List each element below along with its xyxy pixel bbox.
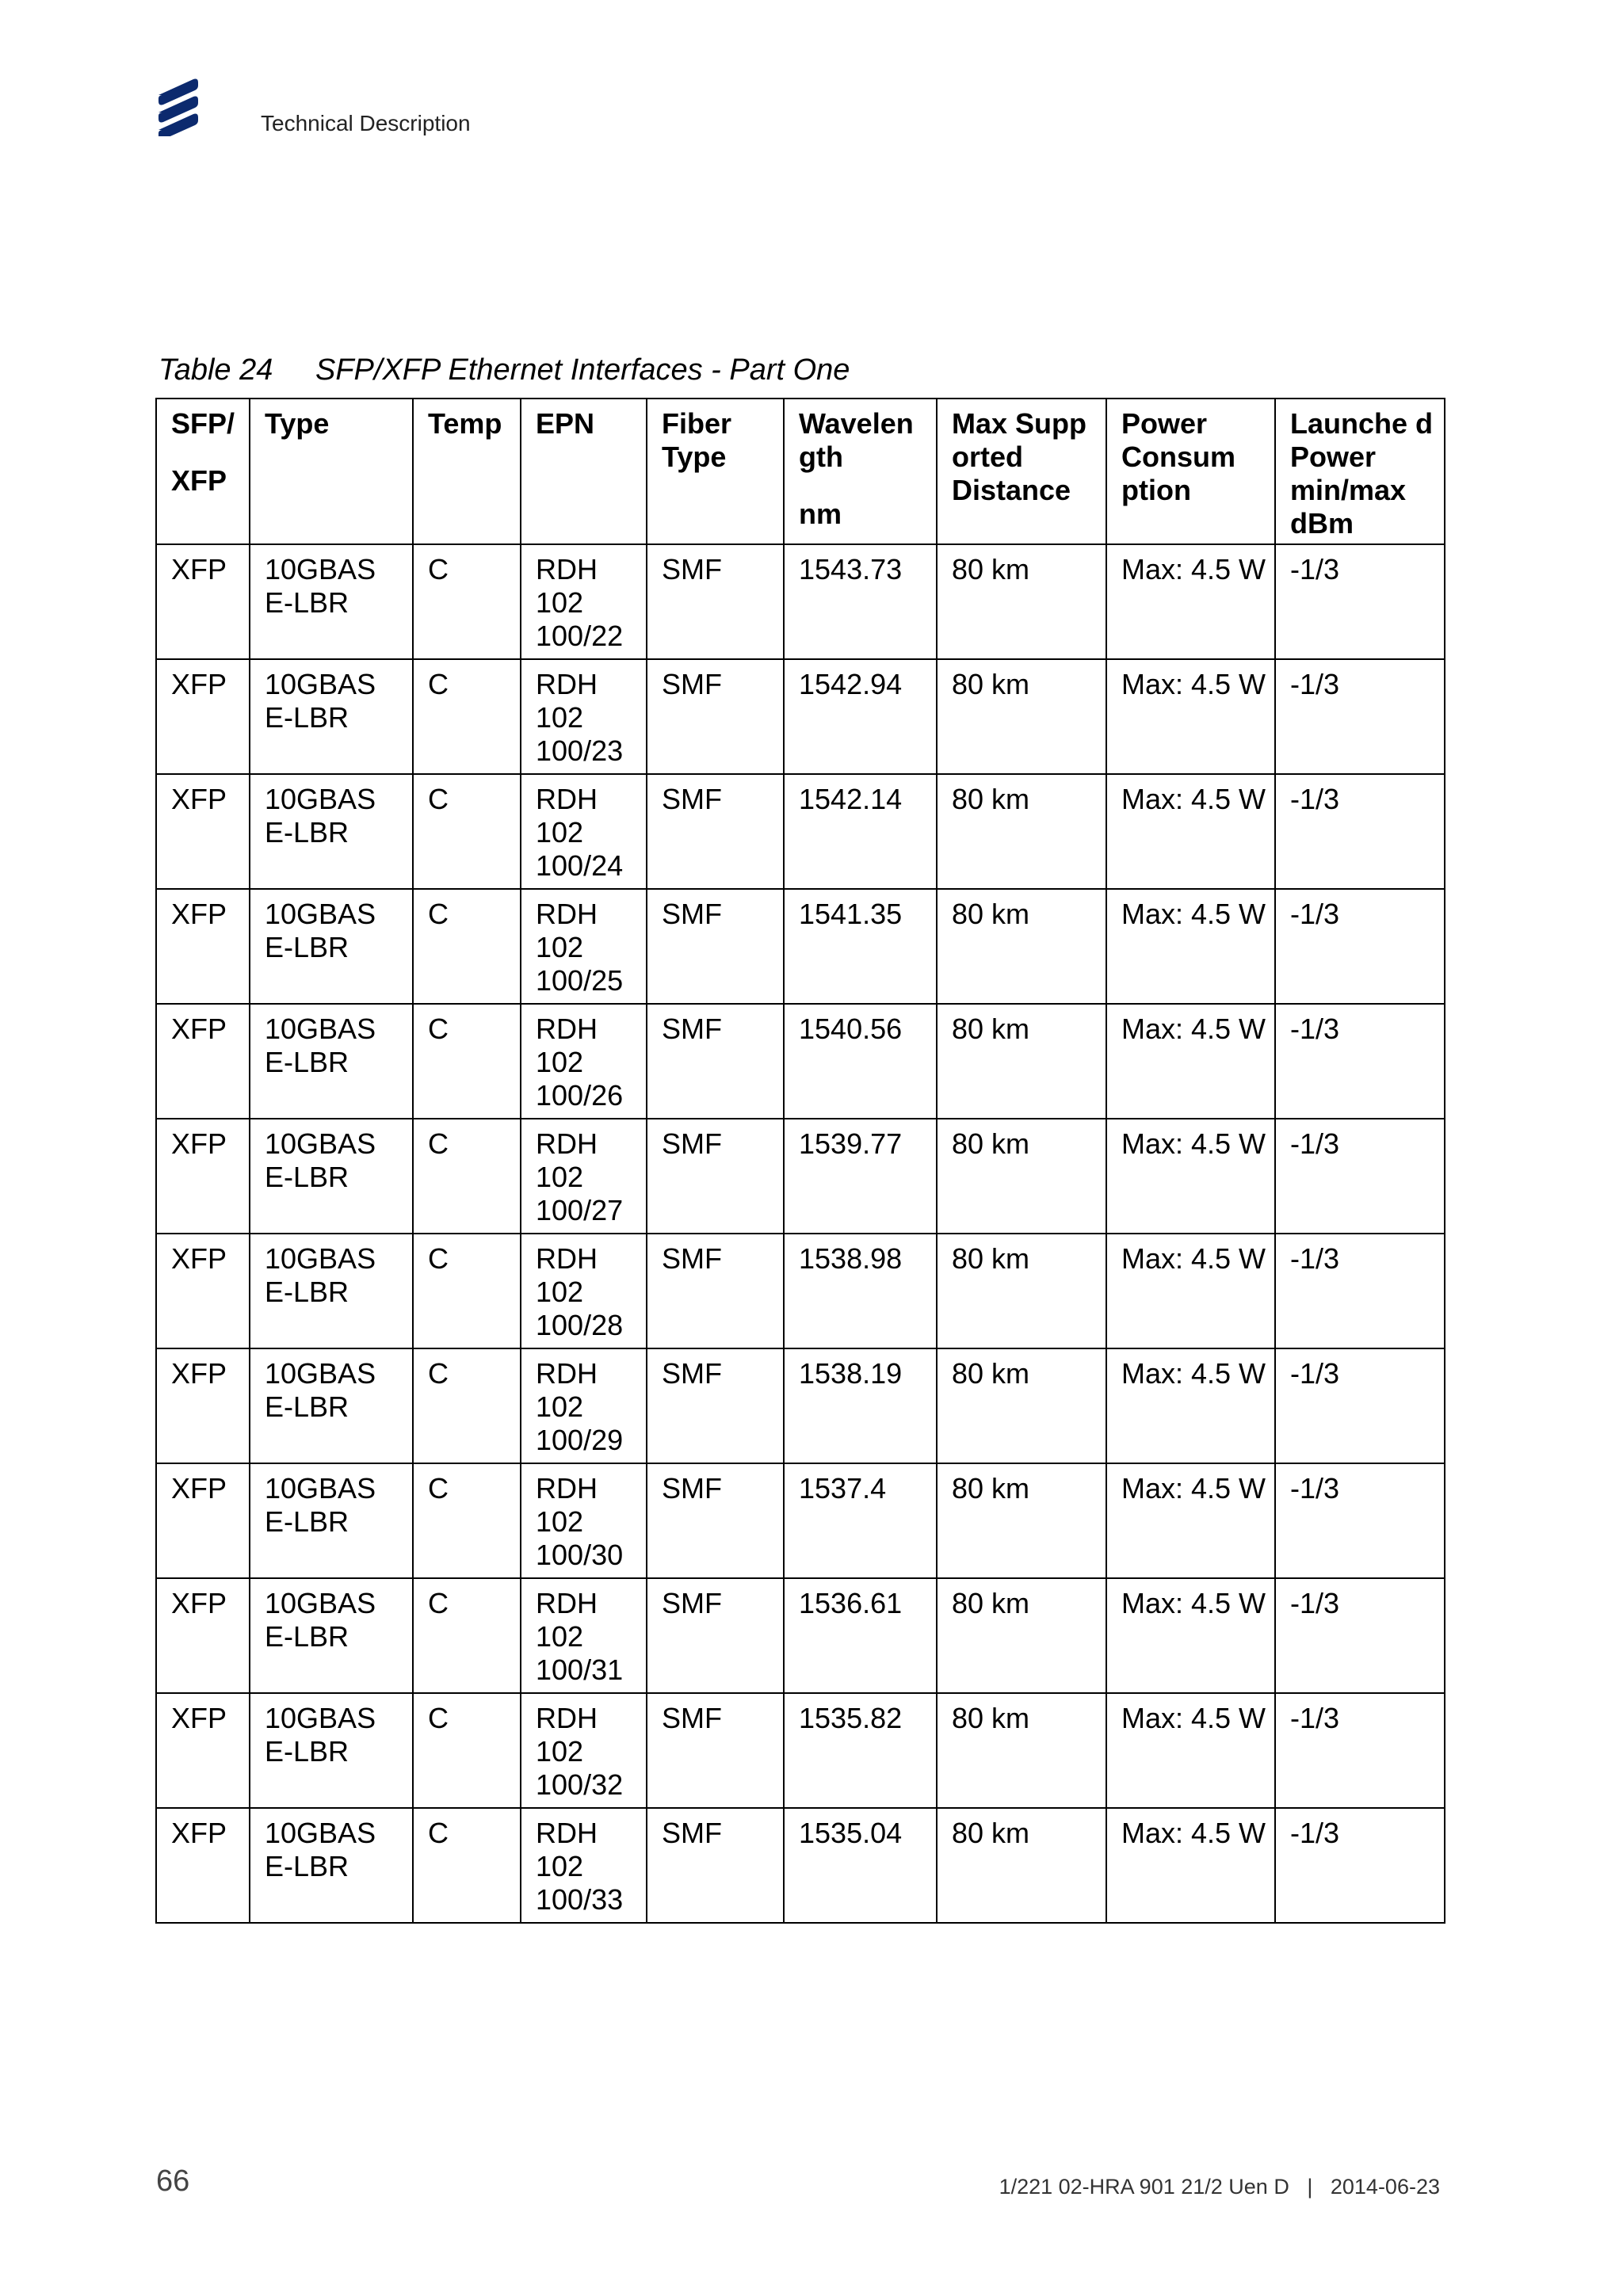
table-cell: RDH 102 100/31 xyxy=(521,1578,647,1693)
table-cell: 80 km xyxy=(937,1348,1106,1463)
table-cell: 1536.61 xyxy=(784,1578,937,1693)
table-cell: SMF xyxy=(647,1463,784,1578)
table-cell: SMF xyxy=(647,1808,784,1923)
table-cell: C xyxy=(413,1693,521,1808)
table-cell: XFP xyxy=(156,1004,250,1119)
table-row xyxy=(156,1348,1445,1463)
page-number: 66 xyxy=(156,2164,190,2198)
column-header-label: EPN xyxy=(536,407,595,440)
table-cell: 10GBAS E-LBR xyxy=(250,1578,413,1693)
table-cell: C xyxy=(413,774,521,889)
table-cell: RDH 102 100/28 xyxy=(521,1234,647,1348)
sfp-xfp-table xyxy=(155,398,1445,1924)
column-header xyxy=(647,399,784,544)
column-header xyxy=(250,399,413,544)
footer-separator: | xyxy=(1307,2175,1313,2199)
table-cell: 80 km xyxy=(937,889,1106,1004)
table-cell: 1538.98 xyxy=(784,1234,937,1348)
table-cell: XFP xyxy=(156,544,250,659)
doc-id: 1/221 02-HRA 901 21/2 Uen D xyxy=(999,2175,1289,2199)
table-cell: C xyxy=(413,1578,521,1693)
table-cell: RDH 102 100/32 xyxy=(521,1693,647,1808)
table-cell: 1541.35 xyxy=(784,889,937,1004)
table-cell: SMF xyxy=(647,544,784,659)
table-cell: C xyxy=(413,889,521,1004)
column-header xyxy=(1106,399,1275,544)
table-cell: 1542.14 xyxy=(784,774,937,889)
table-cell: -1/3 xyxy=(1275,1234,1445,1348)
table-cell: 10GBAS E-LBR xyxy=(250,1693,413,1808)
table-cell: 10GBAS E-LBR xyxy=(250,544,413,659)
column-header-sublabel: nm xyxy=(799,498,842,530)
column-header xyxy=(937,399,1106,544)
table-cell: XFP xyxy=(156,1578,250,1693)
doc-date: 2014-06-23 xyxy=(1330,2175,1440,2199)
table-cell: 1535.04 xyxy=(784,1808,937,1923)
table-cell: SMF xyxy=(647,1004,784,1119)
column-header-label: Wavelen gth xyxy=(799,407,914,473)
table-cell: -1/3 xyxy=(1275,659,1445,774)
column-header-label: Fiber Type xyxy=(662,407,732,473)
table-cell: Max: 4.5 W xyxy=(1106,544,1275,659)
table-cell: C xyxy=(413,544,521,659)
footer-doc-info xyxy=(999,2175,1440,2199)
table-number: Table 24 xyxy=(158,353,273,387)
table-cell: XFP xyxy=(156,1234,250,1348)
table-cell: 10GBAS E-LBR xyxy=(250,1119,413,1234)
table-caption xyxy=(158,353,850,387)
table-cell: 80 km xyxy=(937,1693,1106,1808)
column-header-label: Type xyxy=(265,407,330,440)
table-cell: SMF xyxy=(647,1578,784,1693)
table-cell: XFP xyxy=(156,1693,250,1808)
table-cell: 1540.56 xyxy=(784,1004,937,1119)
table-cell: RDH 102 100/22 xyxy=(521,544,647,659)
table-row xyxy=(156,1119,1445,1234)
table-cell: -1/3 xyxy=(1275,1119,1445,1234)
table-cell: C xyxy=(413,659,521,774)
table-row xyxy=(156,544,1445,659)
table-cell: XFP xyxy=(156,1463,250,1578)
table-cell: -1/3 xyxy=(1275,1578,1445,1693)
table-cell: 10GBAS E-LBR xyxy=(250,889,413,1004)
table-cell: 10GBAS E-LBR xyxy=(250,659,413,774)
table-cell: 80 km xyxy=(937,774,1106,889)
table-cell: 10GBAS E-LBR xyxy=(250,1004,413,1119)
column-header-label: Max Supp orted Distance xyxy=(952,407,1087,506)
table-cell: SMF xyxy=(647,1119,784,1234)
table-cell: XFP xyxy=(156,889,250,1004)
table-cell: -1/3 xyxy=(1275,1004,1445,1119)
table-row xyxy=(156,1693,1445,1808)
table-header-row xyxy=(156,399,1445,544)
table-cell: 10GBAS E-LBR xyxy=(250,1808,413,1923)
table-cell: XFP xyxy=(156,659,250,774)
table-cell: 80 km xyxy=(937,1119,1106,1234)
table-cell: RDH 102 100/29 xyxy=(521,1348,647,1463)
table-cell: XFP xyxy=(156,1348,250,1463)
table-cell: RDH 102 100/24 xyxy=(521,774,647,889)
table-cell: SMF xyxy=(647,1348,784,1463)
ericsson-logo-icon xyxy=(155,76,203,136)
table-cell: Max: 4.5 W xyxy=(1106,774,1275,889)
column-header xyxy=(784,399,937,544)
table-cell: 80 km xyxy=(937,1004,1106,1119)
table-cell: 1535.82 xyxy=(784,1693,937,1808)
table-cell: Max: 4.5 W xyxy=(1106,1348,1275,1463)
table-cell: 1542.94 xyxy=(784,659,937,774)
table-cell: C xyxy=(413,1463,521,1578)
table-cell: 1538.19 xyxy=(784,1348,937,1463)
table-cell: Max: 4.5 W xyxy=(1106,1463,1275,1578)
table-cell: RDH 102 100/33 xyxy=(521,1808,647,1923)
table-cell: -1/3 xyxy=(1275,1348,1445,1463)
table-cell: RDH 102 100/27 xyxy=(521,1119,647,1234)
table-cell: 10GBAS E-LBR xyxy=(250,1463,413,1578)
table-cell: 10GBAS E-LBR xyxy=(250,774,413,889)
table-row xyxy=(156,659,1445,774)
column-header xyxy=(1275,399,1445,544)
table-cell: 80 km xyxy=(937,1234,1106,1348)
table-cell: 80 km xyxy=(937,1578,1106,1693)
table-cell: -1/3 xyxy=(1275,1693,1445,1808)
table-cell: 10GBAS E-LBR xyxy=(250,1234,413,1348)
table-cell: -1/3 xyxy=(1275,1808,1445,1923)
table-row xyxy=(156,774,1445,889)
table-cell: -1/3 xyxy=(1275,1463,1445,1578)
column-header xyxy=(156,399,250,544)
table-title: SFP/XFP Ethernet Interfaces - Part One xyxy=(315,353,850,387)
table-cell: RDH 102 100/30 xyxy=(521,1463,647,1578)
table-cell: C xyxy=(413,1348,521,1463)
table-cell: -1/3 xyxy=(1275,774,1445,889)
table-cell: Max: 4.5 W xyxy=(1106,1004,1275,1119)
table-cell: 80 km xyxy=(937,1463,1106,1578)
table-cell: SMF xyxy=(647,1234,784,1348)
table-cell: RDH 102 100/26 xyxy=(521,1004,647,1119)
table-cell: SMF xyxy=(647,1693,784,1808)
table-cell: 1539.77 xyxy=(784,1119,937,1234)
table-row xyxy=(156,889,1445,1004)
table-cell: -1/3 xyxy=(1275,889,1445,1004)
table-row xyxy=(156,1578,1445,1693)
table-cell: C xyxy=(413,1119,521,1234)
table-cell: Max: 4.5 W xyxy=(1106,1234,1275,1348)
table-cell: RDH 102 100/23 xyxy=(521,659,647,774)
table-cell: C xyxy=(413,1004,521,1119)
table-cell: 80 km xyxy=(937,1808,1106,1923)
table-cell: Max: 4.5 W xyxy=(1106,1693,1275,1808)
column-header xyxy=(413,399,521,544)
table-row xyxy=(156,1463,1445,1578)
table-cell: SMF xyxy=(647,659,784,774)
table-row xyxy=(156,1808,1445,1923)
table-cell: SMF xyxy=(647,774,784,889)
table-cell: XFP xyxy=(156,1808,250,1923)
table-cell: Max: 4.5 W xyxy=(1106,1119,1275,1234)
table-body xyxy=(156,544,1445,1923)
table-cell: XFP xyxy=(156,1119,250,1234)
table-cell: Max: 4.5 W xyxy=(1106,659,1275,774)
table-cell: XFP xyxy=(156,774,250,889)
column-header-label: SFP/ xyxy=(171,407,235,440)
column-header-label: Power Consum ption xyxy=(1121,407,1235,506)
table-cell: RDH 102 100/25 xyxy=(521,889,647,1004)
header-title: Technical Description xyxy=(261,111,471,135)
table-row xyxy=(156,1004,1445,1119)
table-cell: C xyxy=(413,1234,521,1348)
table-cell: SMF xyxy=(647,889,784,1004)
table-cell: 1543.73 xyxy=(784,544,937,659)
column-header-label: Temp xyxy=(428,407,502,440)
table-cell: C xyxy=(413,1808,521,1923)
table-cell: 1537.4 xyxy=(784,1463,937,1578)
table-cell: -1/3 xyxy=(1275,544,1445,659)
table-row xyxy=(156,1234,1445,1348)
column-header-label: Launche d Power min/max dBm xyxy=(1290,407,1434,540)
table-cell: 10GBAS E-LBR xyxy=(250,1348,413,1463)
column-header xyxy=(521,399,647,544)
column-header-sublabel: XFP xyxy=(171,464,227,497)
table-cell: Max: 4.5 W xyxy=(1106,889,1275,1004)
table-cell: 80 km xyxy=(937,544,1106,659)
table-cell: Max: 4.5 W xyxy=(1106,1578,1275,1693)
table-cell: Max: 4.5 W xyxy=(1106,1808,1275,1923)
table-cell: 80 km xyxy=(937,659,1106,774)
